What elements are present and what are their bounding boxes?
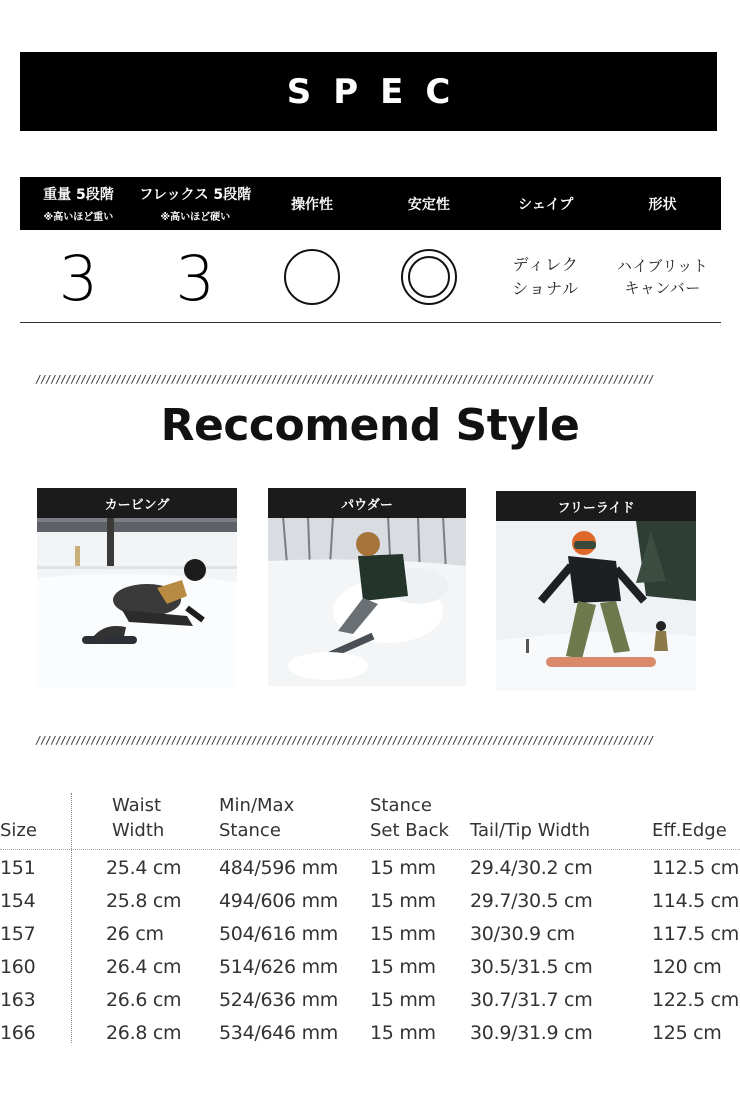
cell-waist: 26.4 cm <box>106 956 182 978</box>
table-row <box>0 890 740 923</box>
cell-waist: 26 cm <box>106 923 164 945</box>
style-label-powder: パウダー <box>268 488 466 518</box>
style-label-carving: カービング <box>37 488 237 518</box>
table-row <box>0 857 740 890</box>
spec-value-profile <box>617 255 708 299</box>
cell-stance: 494/606 mm <box>219 890 338 912</box>
header-waist-line2: Width <box>112 820 165 841</box>
cell-tailtip: 30/30.9 cm <box>470 923 575 945</box>
cell-size: 166 <box>0 1022 36 1044</box>
spec-value-control-cell <box>254 231 371 322</box>
freeride-photo <box>496 521 696 691</box>
cell-stance: 484/596 mm <box>219 857 338 879</box>
spec-value-stability-cell <box>370 231 487 322</box>
header-tail-tip: Tail/Tip Width <box>470 820 590 841</box>
spec-value-weight-cell <box>20 231 137 322</box>
spec-header-control <box>254 177 371 230</box>
cell-setback: 15 mm <box>370 890 436 912</box>
size-table <box>0 790 740 1050</box>
cell-waist: 26.6 cm <box>106 989 182 1011</box>
cell-waist: 26.8 cm <box>106 1022 182 1044</box>
cell-stance: 524/636 mm <box>219 989 338 1011</box>
spec-header-shape <box>487 177 604 230</box>
cell-edge: 112.5 cm <box>652 857 739 879</box>
cell-size: 160 <box>0 956 36 978</box>
cell-tailtip: 30.9/31.9 cm <box>470 1022 593 1044</box>
header-setback-line1: Stance <box>370 795 432 816</box>
header-eff-edge: Eff.Edge <box>652 820 727 841</box>
cell-waist: 25.4 cm <box>106 857 182 879</box>
spec-value-profile-line1: ハイブリット <box>616 256 709 275</box>
slash-divider-top: /////////////////////////////////////////////////////////////////////////////////////////////////////////////////////////// <box>35 373 653 386</box>
table-row <box>0 956 740 989</box>
spec-value-shape-cell <box>487 231 604 322</box>
spec-header-weight <box>20 177 137 230</box>
cell-stance: 514/626 mm <box>219 956 338 978</box>
double-circle-icon <box>401 249 457 305</box>
spec-header-flex-note: ※高いほど硬い <box>160 212 231 223</box>
header-rule <box>0 849 740 850</box>
cell-tailtip: 29.7/30.5 cm <box>470 890 593 912</box>
cell-setback: 15 mm <box>370 956 436 978</box>
table-row <box>0 1022 740 1055</box>
cell-edge: 114.5 cm <box>652 890 739 912</box>
spec-header-control-label: 操作性 <box>291 196 334 213</box>
cell-edge: 125 cm <box>652 1022 722 1044</box>
header-setback-line2: Set Back <box>370 820 449 841</box>
style-card-carving <box>37 488 237 688</box>
cell-edge: 120 cm <box>652 956 722 978</box>
cell-waist: 25.8 cm <box>106 890 182 912</box>
spec-table-header <box>20 177 721 230</box>
header-waist-line1: Waist <box>112 795 162 816</box>
cell-tailtip: 30.5/31.5 cm <box>470 956 593 978</box>
cell-setback: 15 mm <box>370 857 436 879</box>
cell-stance: 534/646 mm <box>219 1022 338 1044</box>
cell-size: 157 <box>0 923 36 945</box>
table-row <box>0 923 740 956</box>
table-row <box>0 989 740 1022</box>
slash-divider-bottom: /////////////////////////////////////////////////////////////////////////////////////////////////////////////////////////// <box>35 734 653 747</box>
spec-header-weight-label: 重量 5段階 <box>43 187 114 203</box>
spec-value-shape-line1: ディレク <box>512 254 579 274</box>
spec-value-profile-line2: キャンバー <box>624 278 701 297</box>
spec-value-flex-cell <box>137 231 254 322</box>
header-stance-line1: Min/Max <box>219 795 295 816</box>
powder-photo <box>268 516 466 686</box>
style-card-freeride <box>496 491 696 691</box>
spec-header-stability-label: 安定性 <box>407 196 450 213</box>
style-card-powder <box>268 488 466 686</box>
cell-stance: 504/616 mm <box>219 923 338 945</box>
spec-value-weight: 3 <box>58 241 99 315</box>
spec-header-shape-label: シェイプ <box>518 196 574 213</box>
cell-setback: 15 mm <box>370 1022 436 1044</box>
cell-edge: 117.5 cm <box>652 923 739 945</box>
recommend-style-title: Reccomend Style <box>160 400 580 451</box>
single-circle-icon <box>284 249 340 305</box>
spec-header-flex <box>137 177 254 230</box>
spec-table-values <box>20 231 721 323</box>
spec-value-flex: 3 <box>175 241 215 315</box>
cell-edge: 122.5 cm <box>652 989 739 1011</box>
spec-header-profile <box>604 177 721 230</box>
header-stance-line2: Stance <box>219 820 281 841</box>
spec-title: SPEC <box>286 71 473 112</box>
spec-header-weight-note: ※高いほど重い <box>43 212 114 223</box>
header-size: Size <box>0 820 37 841</box>
spec-value-shape-line2: ショナル <box>512 278 580 298</box>
cell-size: 163 <box>0 989 36 1011</box>
spec-header-flex-label: フレックス 5段階 <box>139 187 252 203</box>
cell-setback: 15 mm <box>370 989 436 1011</box>
spec-header-stability <box>370 177 487 230</box>
spec-banner <box>20 52 717 131</box>
spec-value-shape <box>512 253 579 301</box>
spec-header-profile-label: 形状 <box>648 196 677 213</box>
spec-value-profile-cell <box>604 231 721 322</box>
cell-size: 154 <box>0 890 36 912</box>
cell-setback: 15 mm <box>370 923 436 945</box>
cell-size: 151 <box>0 857 36 879</box>
cell-tailtip: 30.7/31.7 cm <box>470 989 593 1011</box>
carving-photo <box>37 518 237 688</box>
style-label-freeride: フリーライド <box>496 491 696 521</box>
cell-tailtip: 29.4/30.2 cm <box>470 857 593 879</box>
